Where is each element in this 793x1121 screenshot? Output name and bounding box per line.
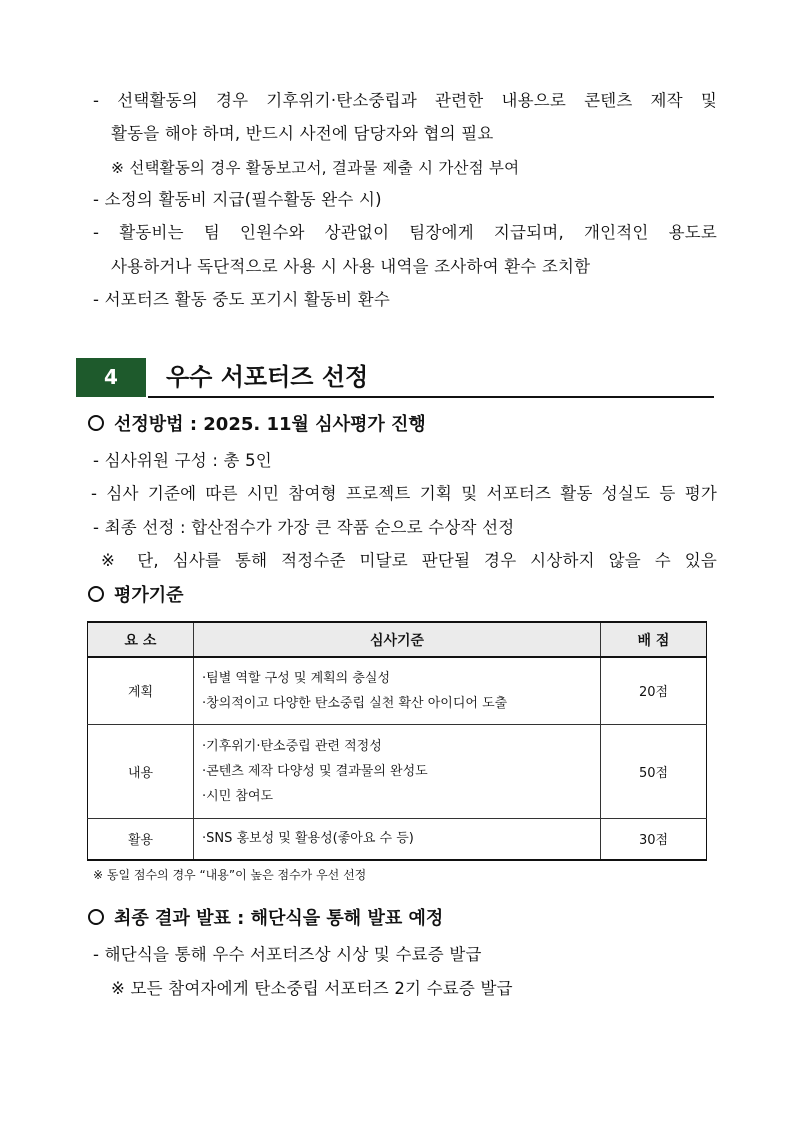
selection-heading: [88, 412, 426, 438]
section-number-badge: 4: [76, 358, 146, 397]
list-item-text: - 최종 선정 : 합산점수가 가장 큰 작품 순으로 수상작 선정: [93, 518, 515, 537]
criteria-item: ·SNS 홍보성 및 활용성(좋아요 수 등): [202, 831, 414, 847]
score-cell: 50점: [601, 724, 707, 818]
table-header-cell: 배 점: [601, 622, 707, 657]
table-row: [88, 724, 707, 818]
category-cell: 계획: [88, 657, 194, 724]
final-heading-text: 최종 결과 발표 : 해단식을 통해 발표 예정: [114, 908, 444, 929]
list-item-text: - 활동비는 팀 인원수와 상관없이 팀장에게 지급되며, 개인적인 용도로: [93, 223, 717, 242]
note-text: ※ 선택활동의 경우 활동보고서, 결과물 제출 시 가산점 부여: [111, 159, 520, 177]
category-cell: 내용: [88, 724, 194, 818]
criteria-table: [87, 621, 707, 861]
criteria-heading: [88, 583, 184, 609]
list-item-text: 사용하거나 독단적으로 사용 시 사용 내역을 조사하여 환수 조치함: [111, 257, 591, 276]
list-item-text: - 심사위원 구성 : 총 5인: [93, 451, 272, 470]
circle-bullet-icon: [88, 415, 104, 431]
note-text: ※ 단, 심사를 통해 적정수준 미달로 판단될 경우 시상하지 않을 수 있음: [101, 551, 717, 570]
table-row: [88, 657, 707, 724]
note-text: ※ 모든 참여자에게 탄소중립 서포터즈 2기 수료증 발급: [111, 979, 513, 998]
table-header-cell: 요 소: [88, 622, 194, 657]
category-cell: 활용: [88, 818, 194, 860]
criteria-item: ·기후위기·탄소중립 관련 적정성: [202, 738, 382, 754]
list-item-text: - 해단식을 통해 우수 서포터즈상 시상 및 수료증 발급: [93, 945, 482, 964]
table-row: [88, 818, 707, 860]
table-header-row: [88, 622, 707, 657]
criteria-item: ·팀별 역할 구성 및 계획의 충실성: [202, 670, 391, 686]
criteria-cell: [194, 657, 601, 724]
score-cell: 30점: [601, 818, 707, 860]
table-footnote: ※ 동일 점수의 경우 “내용”이 높은 점수가 우선 선정: [93, 868, 367, 882]
criteria-item: ·창의적이고 다양한 탄소중립 실천 확산 아이디어 도출: [202, 695, 508, 711]
list-item-text: - 심사 기준에 따른 시민 참여형 프로젝트 기획 및 서포터즈 활동 성실도 등 평가: [91, 484, 717, 503]
section-underline: [148, 396, 714, 398]
final-heading: [88, 906, 443, 932]
list-item-text: - 서포터즈 활동 중도 포기시 활동비 환수: [93, 290, 391, 309]
criteria-cell: [194, 724, 601, 818]
criteria-item: ·콘텐츠 제작 다양성 및 결과물의 완성도: [202, 763, 428, 779]
selection-heading-text: 선정방법 : 2025. 11월 심사평가 진행: [114, 414, 426, 435]
circle-bullet-icon: [88, 586, 104, 602]
list-item-text: - 선택활동의 경우 기후위기·탄소중립과 관련한 내용으로 콘텐츠 제작 및: [93, 91, 717, 110]
circle-bullet-icon: [88, 909, 104, 925]
table-header-cell: 심사기준: [194, 622, 601, 657]
criteria-heading-text: 평가기준: [114, 585, 184, 606]
section-title: 우수 서포터즈 선정: [166, 363, 369, 391]
list-item-text: - 소정의 활동비 지급(필수활동 완수 시): [93, 190, 382, 209]
criteria-item: ·시민 참여도: [202, 788, 274, 804]
criteria-cell: [194, 818, 601, 860]
score-cell: 20점: [601, 657, 707, 724]
list-item-text: 활동을 해야 하며, 반드시 사전에 담당자와 협의 필요: [111, 124, 494, 143]
